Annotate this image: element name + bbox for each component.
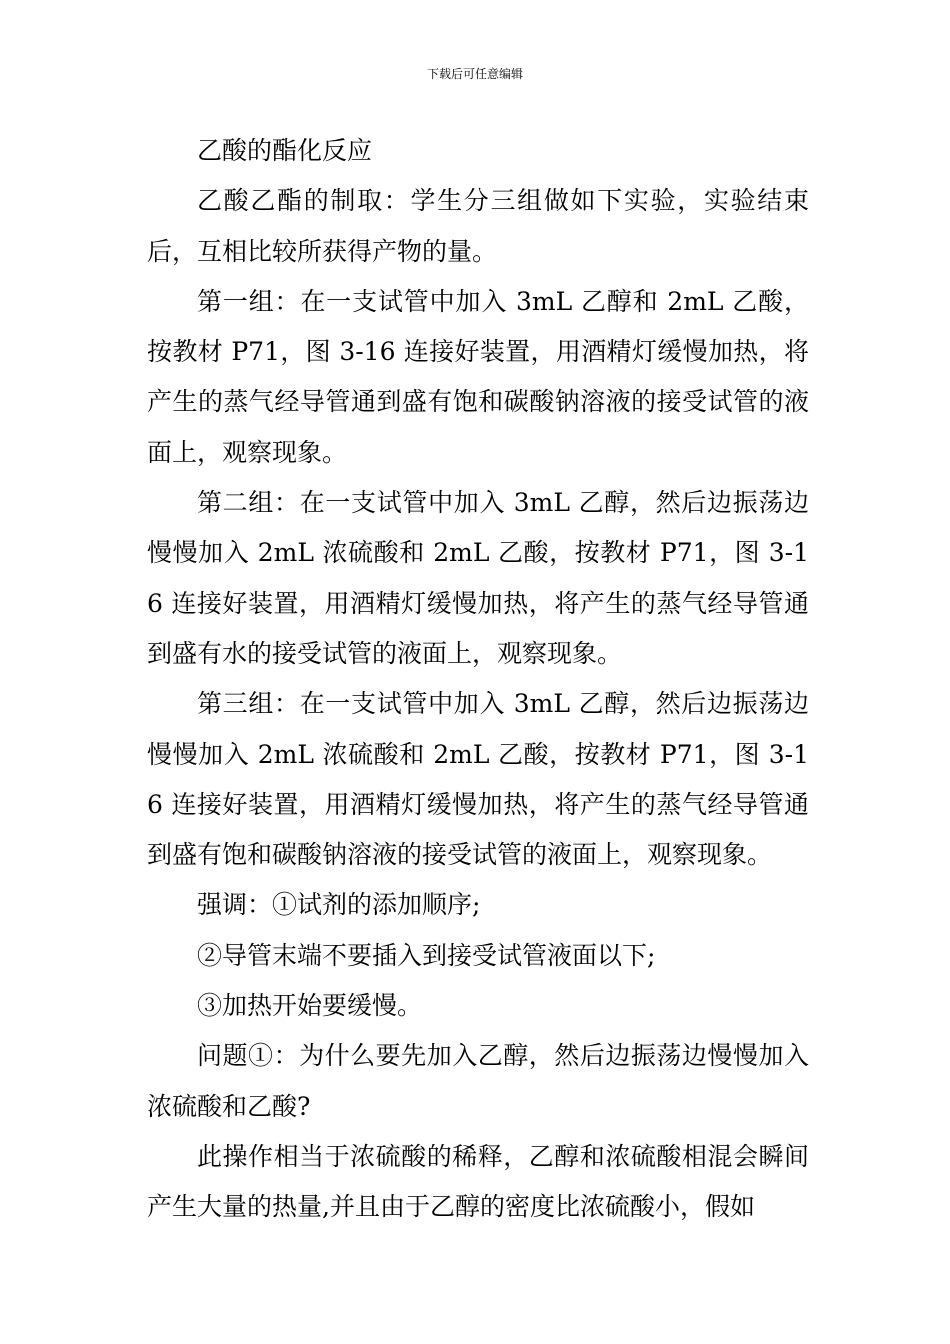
paragraph-group-1: 第一组：在一支试管中加入 3mL 乙醇和 2mL 乙酸，按教材 P71，图 3-16 连接好装置，用酒精灯缓慢加热，将产生的蒸气经导管通到盛有饱和碳酸钠溶液的接受试管的液面上，观察现象。 — [147, 286, 809, 467]
paragraph-answer-1: 此操作相当于浓硫酸的稀释，乙醇和浓硫酸相混会瞬间产生大量的热量,并且由于乙醇的密度比浓硫酸小，假如 — [147, 1141, 809, 1222]
paragraph-emphasis-1: 强调：①试剂的添加顺序; — [197, 890, 481, 920]
paragraph-intro: 乙酸乙酯的制取：学生分三组做如下实验，实验结束后，互相比较所获得产物的量。 — [147, 186, 809, 266]
document-body — [147, 126, 809, 1233]
paragraph-group-3: 第三组：在一支试管中加入 3mL 乙醇，然后边振荡边慢慢加入 2mL 浓硫酸和 2mL 乙酸，按教材 P71，图 3-16 连接好装置，用酒精灯缓慢加热，将产生的蒸气经导管通到盛有饱和碳酸钠溶液的接受试管的液面上，观察现象。 — [147, 689, 809, 870]
paragraph-question-1: 问题①：为什么要先加入乙醇，然后边振荡边慢慢加入浓硫酸和乙酸? — [147, 1041, 809, 1121]
paragraph-emphasis-2: ②导管末端不要插入到接受试管液面以下; — [197, 940, 656, 970]
document-title: 乙酸的酯化反应 — [197, 136, 373, 165]
page-header: 下载后可任意编辑 — [426, 67, 523, 81]
paragraph-emphasis-3: ③加热开始要缓慢。 — [197, 991, 423, 1021]
paragraph-group-2: 第二组：在一支试管中加入 3mL 乙醇，然后边振荡边慢慢加入 2mL 浓硫酸和 2mL 乙酸，按教材 P71，图 3-16 连接好装置，用酒精灯缓慢加热，将产生的蒸气经导管通到盛有水的接受试管的液面上，观察现象。 — [147, 488, 809, 668]
